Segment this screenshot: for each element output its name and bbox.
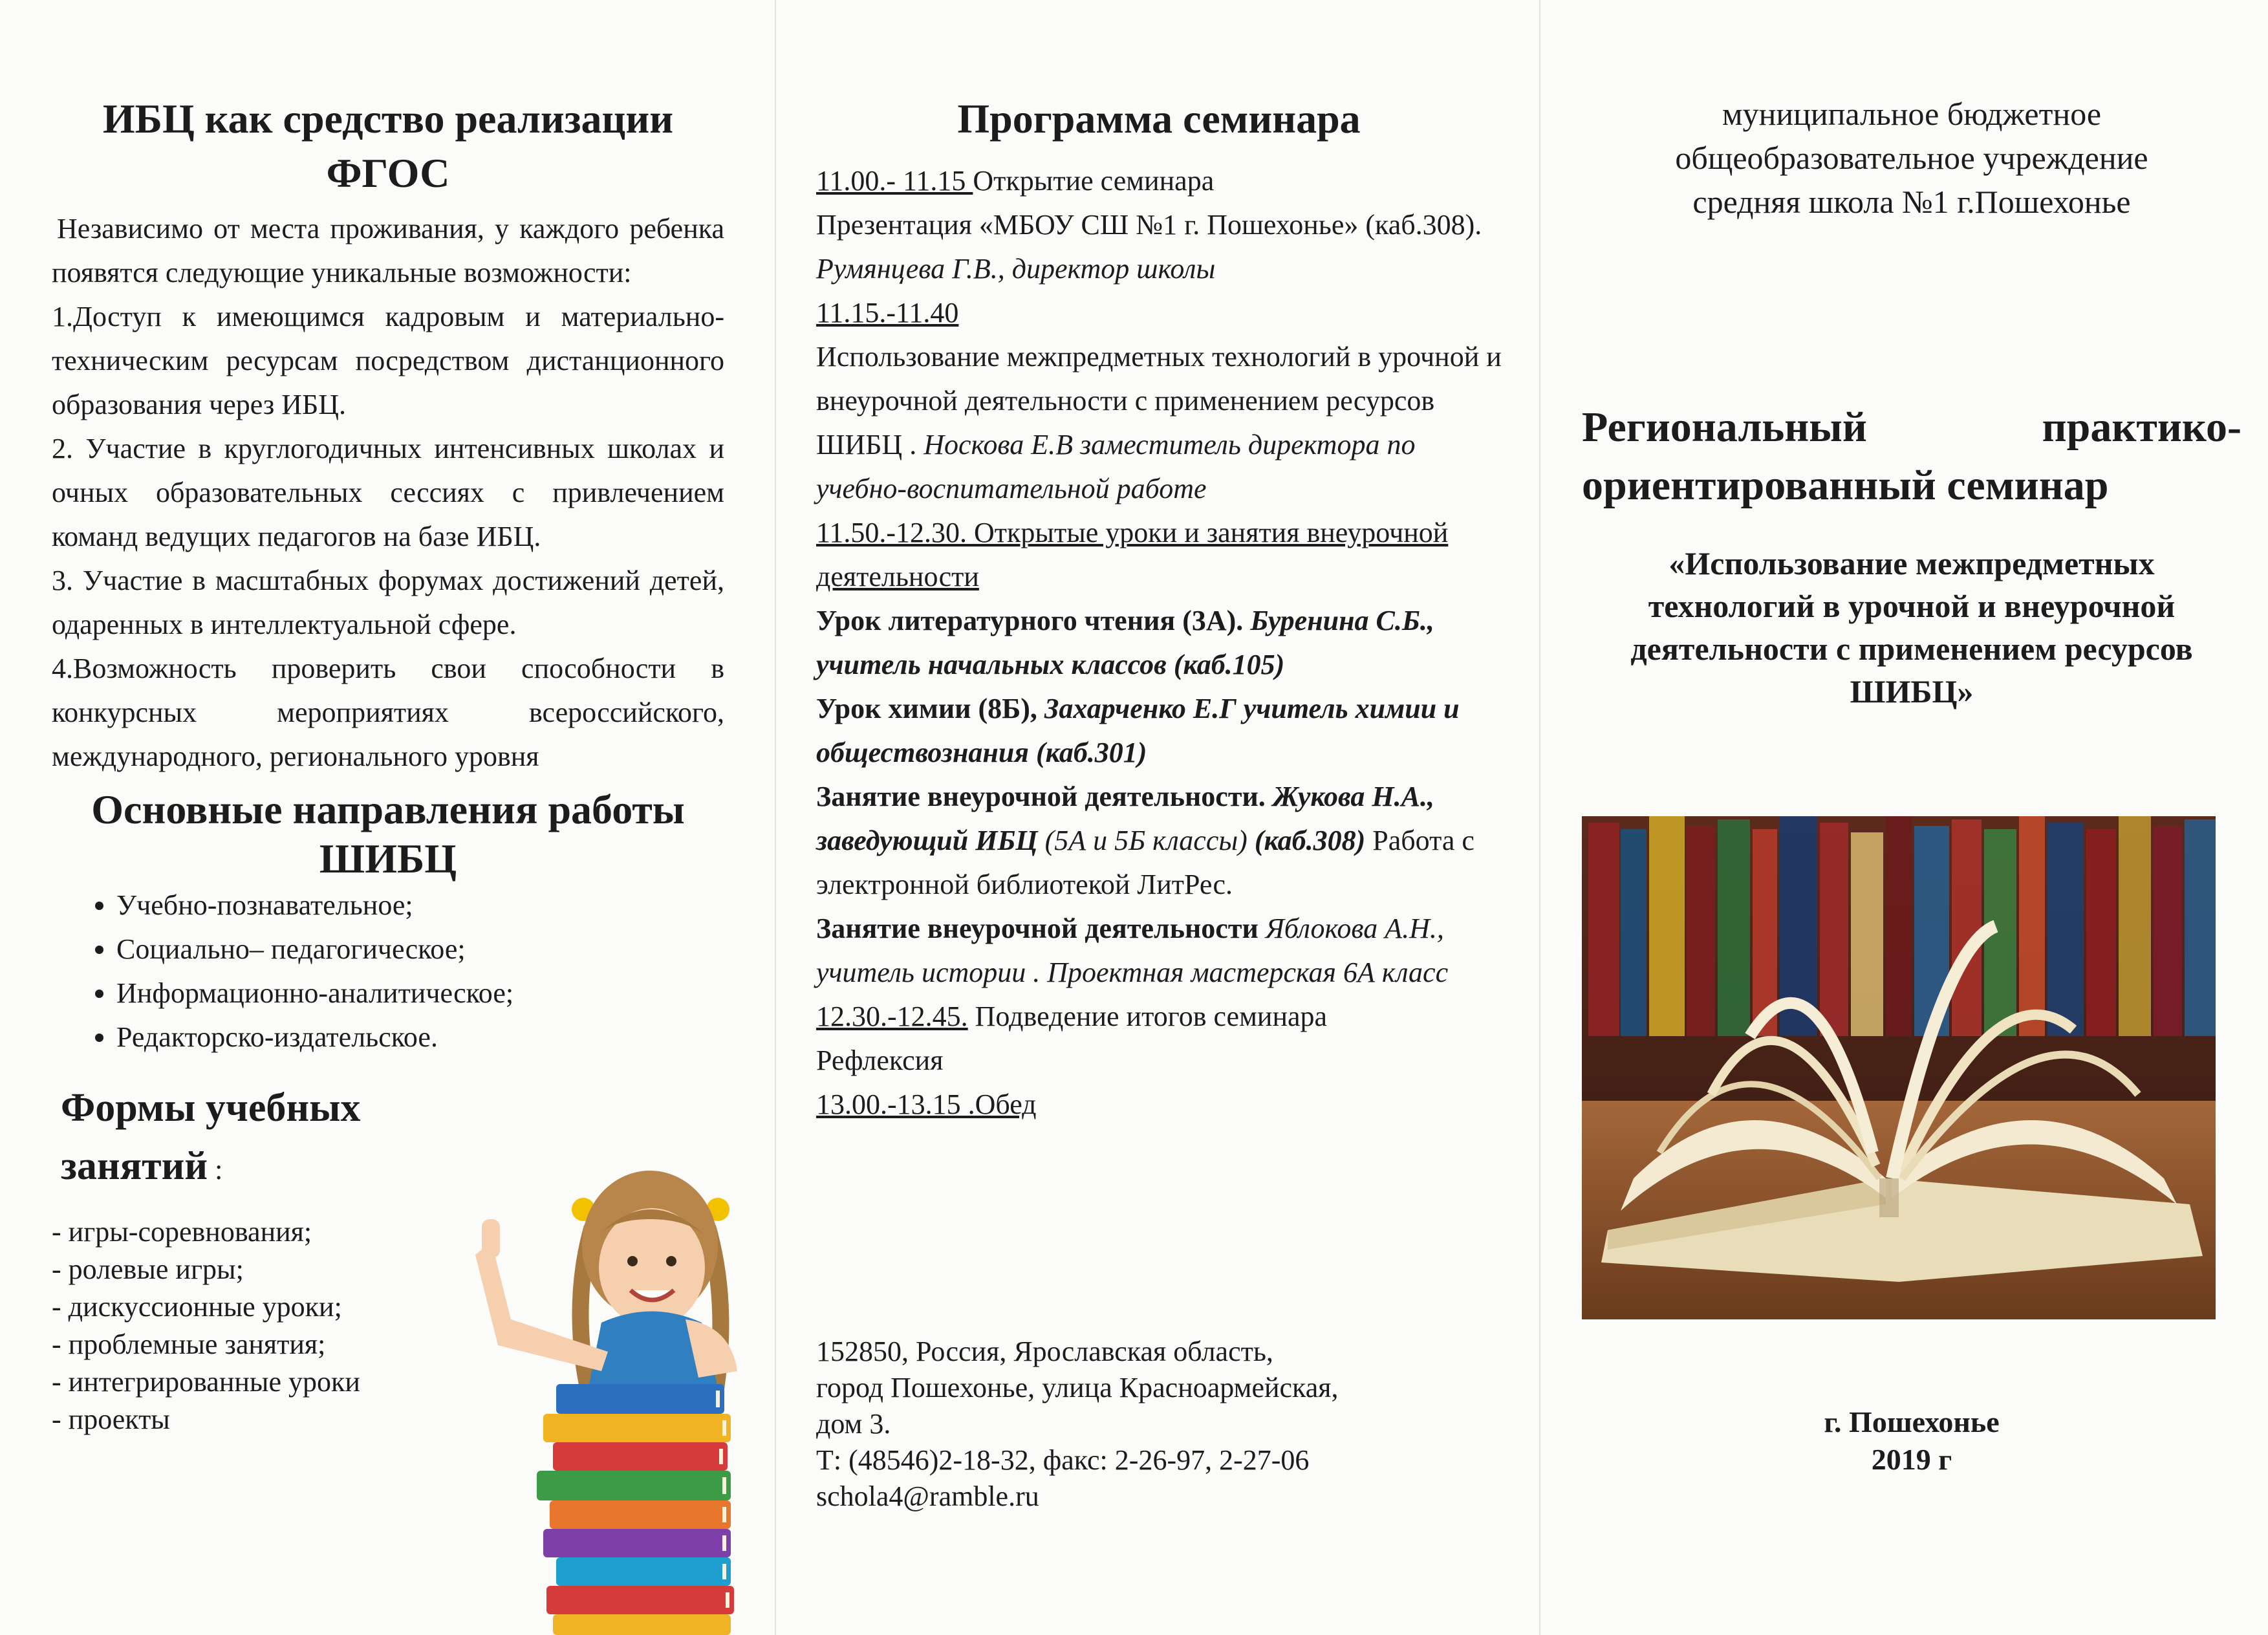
- directions-title: Основные направления работы ШИБЦ: [91, 786, 685, 882]
- right-panel: [1582, 0, 2241, 1635]
- direction-item: • Редакторско-издательское.: [116, 1015, 724, 1059]
- org-name: муниципальное бюджетное общеобразовательное учреждение средняя школа №1 г.Пошехонье: [1675, 96, 2148, 220]
- form-item: - ролевые игры;: [52, 1253, 244, 1285]
- seminar-title: Региональный практико- ориентированный семинар: [1582, 404, 2241, 509]
- address-block: [816, 1334, 1339, 1515]
- footer-city: г. Пошехонье: [1824, 1405, 2000, 1438]
- form-item: - проблемные занятия;: [52, 1328, 326, 1360]
- address-line: 152850, Россия, Ярославская область,: [816, 1336, 1273, 1367]
- left-point-1: 1.Доступ к имеющимся кадровым и материально-техническим ресурсам посредством дистанционного образования через ИБЦ.: [52, 301, 724, 420]
- program-item-opening: 11.00.- 11.15 Открытие семинара: [816, 165, 1215, 197]
- form-item: - проекты: [52, 1403, 170, 1435]
- direction-item: • Учебно-познавательное;: [116, 883, 724, 927]
- directions-list: [52, 883, 724, 1059]
- left-point-2: 2. Участие в круглогодичных интенсивных школах и очных образовательных сессиях с привлечением команд ведущих педагогов на базе ИБЦ.: [52, 433, 724, 552]
- program-item-technologies: Использование межпредметных технологий в урочной и внеурочной деятельности с применением ресурсов ШИБЦ . Носкова Е.В заместитель директора по учебно-воспитательной работе: [816, 341, 1502, 504]
- direction-item: • Социально– педагогическое;: [116, 927, 724, 971]
- left-panel: [52, 0, 724, 1635]
- form-item: - игры-соревнования;: [52, 1216, 312, 1248]
- fold-line-2: [1539, 0, 1540, 1635]
- program-time-2: 11.15.-11.40: [816, 297, 959, 329]
- middle-panel: [816, 0, 1502, 1635]
- program-item-lunch: 13.00.-13.15 .Обед: [816, 1088, 1037, 1120]
- left-intro: Независимо от места проживания, у каждого ребенка появятся следующие уникальные возможности:: [52, 213, 724, 288]
- program-item-summary: 12.30.-12.45. Подведение итогов семинара: [816, 1001, 1328, 1032]
- program-item-reflection: Рефлексия: [816, 1045, 944, 1076]
- lesson-literature: Урок литературного чтения (3А). Буренина С.Б., учитель начальных классов (каб.105): [816, 605, 1434, 680]
- lesson-chemistry: Урок химии (8Б), Захарченко Е.Г учитель химии и обществознания (каб.301): [816, 693, 1460, 768]
- program-item-presentation: Презентация «МБОУ СШ №1 г. Пошехонье» (каб.308). Румянцева Г.В., директор школы: [816, 209, 1482, 285]
- footer-place-year: [1582, 1403, 2241, 1478]
- program-title: Программа семинара: [957, 96, 1361, 142]
- left-point-3: 3. Участие в масштабных форумах достижений детей, одаренных в интеллектуальной сфере.: [52, 565, 724, 640]
- forms-title-line2: занятий :: [61, 1144, 223, 1188]
- address-line: город Пошехонье, улица Красноармейская,: [816, 1372, 1339, 1403]
- form-item: - интегрированные уроки: [52, 1366, 360, 1398]
- left-point-4: 4.Возможность проверить свои способности в конкурсных мероприятиях всероссийского, международного, регионального уровня: [52, 653, 724, 772]
- email-line: schola4@ramble.ru: [816, 1480, 1039, 1512]
- program-item-open-lessons: 11.50.-12.30. Открытые уроки и занятия внеурочной деятельности: [816, 517, 1449, 592]
- girl-with-books-illustration: [414, 1158, 802, 1635]
- form-item: - дискуссионные уроки;: [52, 1291, 342, 1323]
- left-title: ИБЦ как средство реализации ФГОС: [102, 96, 674, 196]
- lesson-extracurricular-history: Занятие внеурочной деятельности Яблокова А.Н., учитель истории . Проектная мастерская 6А класс: [816, 913, 1449, 988]
- address-line: дом 3.: [816, 1408, 891, 1440]
- open-book-photo: [1582, 816, 2216, 1319]
- footer-year: 2019 г: [1871, 1443, 1952, 1476]
- program-block: [816, 159, 1502, 1127]
- forms-title-line1: Формы учебных: [61, 1086, 361, 1130]
- direction-item: • Информационно-аналитическое;: [116, 971, 724, 1015]
- lesson-extracurricular-library: Занятие внеурочной деятельности. Жукова Н.А., заведующий ИБЦ (5А и 5Б классы) (каб.308) Работа с электронной библиотекой ЛитРес.: [816, 781, 1474, 900]
- left-intro-block: [52, 207, 724, 779]
- phone-line: Т: (48546)2-18-32, факс: 2-26-97, 2-27-06: [816, 1444, 1310, 1476]
- seminar-subtitle: «Использование межпредметных технологий в урочной и внеурочной деятельности с применением ресурсов ШИБЦ»: [1630, 545, 2193, 709]
